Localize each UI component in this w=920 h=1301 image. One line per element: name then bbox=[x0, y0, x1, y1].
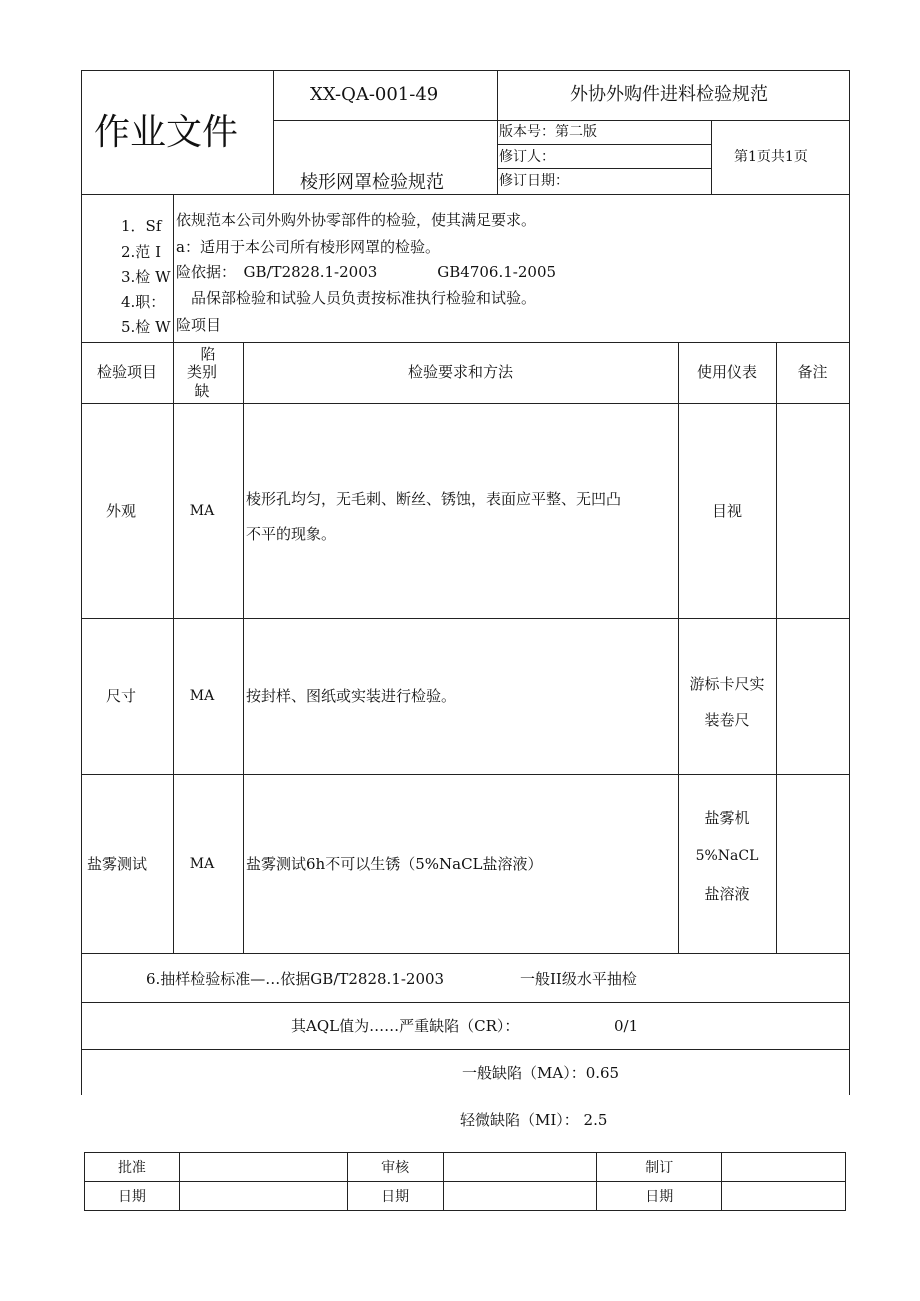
review-date-field[interactable] bbox=[443, 1182, 597, 1211]
prepare-date-label: 日期 bbox=[597, 1182, 722, 1211]
signoff-table bbox=[84, 1152, 846, 1211]
aql-minor: 轻微缺陷（MI）： 2.5 bbox=[460, 1111, 608, 1129]
prepare-label: 制订 bbox=[597, 1153, 722, 1182]
row-instrument: 目视 bbox=[711, 502, 742, 520]
col-header-defect-bot: 缺 bbox=[194, 382, 210, 400]
row-defect: MA bbox=[189, 856, 215, 872]
row-instrument: 5%NaCL bbox=[695, 848, 759, 864]
approve-date-label: 日期 bbox=[85, 1182, 180, 1211]
aql-critical-label: 其AQL值为……严重缺陷（CR）： bbox=[291, 1017, 520, 1035]
intro-line-scope: a：适用于本公司所有棱形网罩的检验。 bbox=[176, 238, 440, 256]
aql-major: 一般缺陷（MA）：0.65 bbox=[462, 1064, 620, 1082]
col-header-item: 检验项目 bbox=[96, 363, 157, 381]
row-method-line: 不平的现象。 bbox=[246, 525, 337, 543]
intro-num-2: 2.范 I bbox=[121, 243, 162, 261]
doc-type: 作业文件 bbox=[94, 112, 239, 153]
row-instrument: 游标卡尺实 bbox=[689, 675, 765, 693]
row-method-line: 按封样、图纸或实装进行检验。 bbox=[246, 687, 457, 705]
doc-title: 外协外购件进料检验规范 bbox=[570, 84, 768, 105]
approve-date-field[interactable] bbox=[179, 1182, 347, 1211]
prepare-field[interactable] bbox=[722, 1153, 846, 1182]
col-header-remark: 备注 bbox=[797, 363, 828, 381]
intro-line-items: 险项目 bbox=[176, 316, 222, 334]
revise-date-label: 修订日期： bbox=[499, 173, 569, 189]
intro-num-5: 5.检 W bbox=[121, 318, 171, 336]
row-item: 盐雾测试 bbox=[86, 855, 147, 873]
row-method-line: 棱形孔均匀，无毛刺、断丝、锈蚀，表面应平整、无凹凸 bbox=[246, 490, 622, 508]
row-defect: MA bbox=[189, 688, 215, 704]
approve-label: 批准 bbox=[85, 1153, 180, 1182]
row-item: 外观 bbox=[105, 502, 136, 520]
approve-field[interactable] bbox=[179, 1153, 347, 1182]
row-instrument: 盐雾机 bbox=[704, 809, 750, 827]
review-date-label: 日期 bbox=[347, 1182, 443, 1211]
row-defect: MA bbox=[189, 503, 215, 519]
review-label: 审核 bbox=[347, 1153, 443, 1182]
reviser-label: 修订人： bbox=[499, 149, 555, 165]
intro-num-1: 1．Sf bbox=[121, 217, 162, 235]
row-instrument: 盐溶液 bbox=[704, 885, 750, 903]
row-instrument: 装卷尺 bbox=[704, 711, 750, 729]
intro-line-basis: 险依据： GB/T2828.1-2003 GB4706.1-2005 bbox=[176, 263, 557, 281]
intro-line-purpose: 依规范本公司外购外协零部件的检验，使其满足要求。 bbox=[176, 211, 537, 229]
version-label: 版本号：第二版 bbox=[499, 124, 597, 140]
intro-num-3: 3.检 W bbox=[121, 268, 171, 286]
review-field[interactable] bbox=[443, 1153, 597, 1182]
signoff-row bbox=[85, 1182, 846, 1211]
col-header-defect-mid: 类别 bbox=[186, 363, 217, 381]
sampling-standard: 6.抽样检验标准—…依据GB/T2828.1-2003 bbox=[146, 970, 445, 988]
intro-line-duty: 品保部检验和试验人员负责按标准执行检验和试验。 bbox=[176, 289, 537, 307]
intro-num-4: 4.职： bbox=[121, 293, 166, 311]
row-method-line: 盐雾测试6h不可以生锈（5%NaCL盐溶液） bbox=[246, 855, 543, 873]
aql-critical-value: 0/1 bbox=[614, 1017, 639, 1035]
col-header-defect-top: 陷 bbox=[200, 345, 216, 363]
col-header-method: 检验要求和方法 bbox=[407, 363, 513, 381]
sub-title: 棱形网罩检验规范 bbox=[300, 172, 444, 193]
doc-number: XX-QA-001-49 bbox=[310, 84, 439, 105]
prepare-date-field[interactable] bbox=[722, 1182, 846, 1211]
sampling-level: 一般II级水平抽检 bbox=[520, 970, 637, 988]
page-number: 第1页共1页 bbox=[734, 149, 808, 165]
row-item: 尺寸 bbox=[105, 687, 136, 705]
col-header-instrument: 使用仪表 bbox=[696, 363, 757, 381]
signoff-row bbox=[85, 1153, 846, 1182]
